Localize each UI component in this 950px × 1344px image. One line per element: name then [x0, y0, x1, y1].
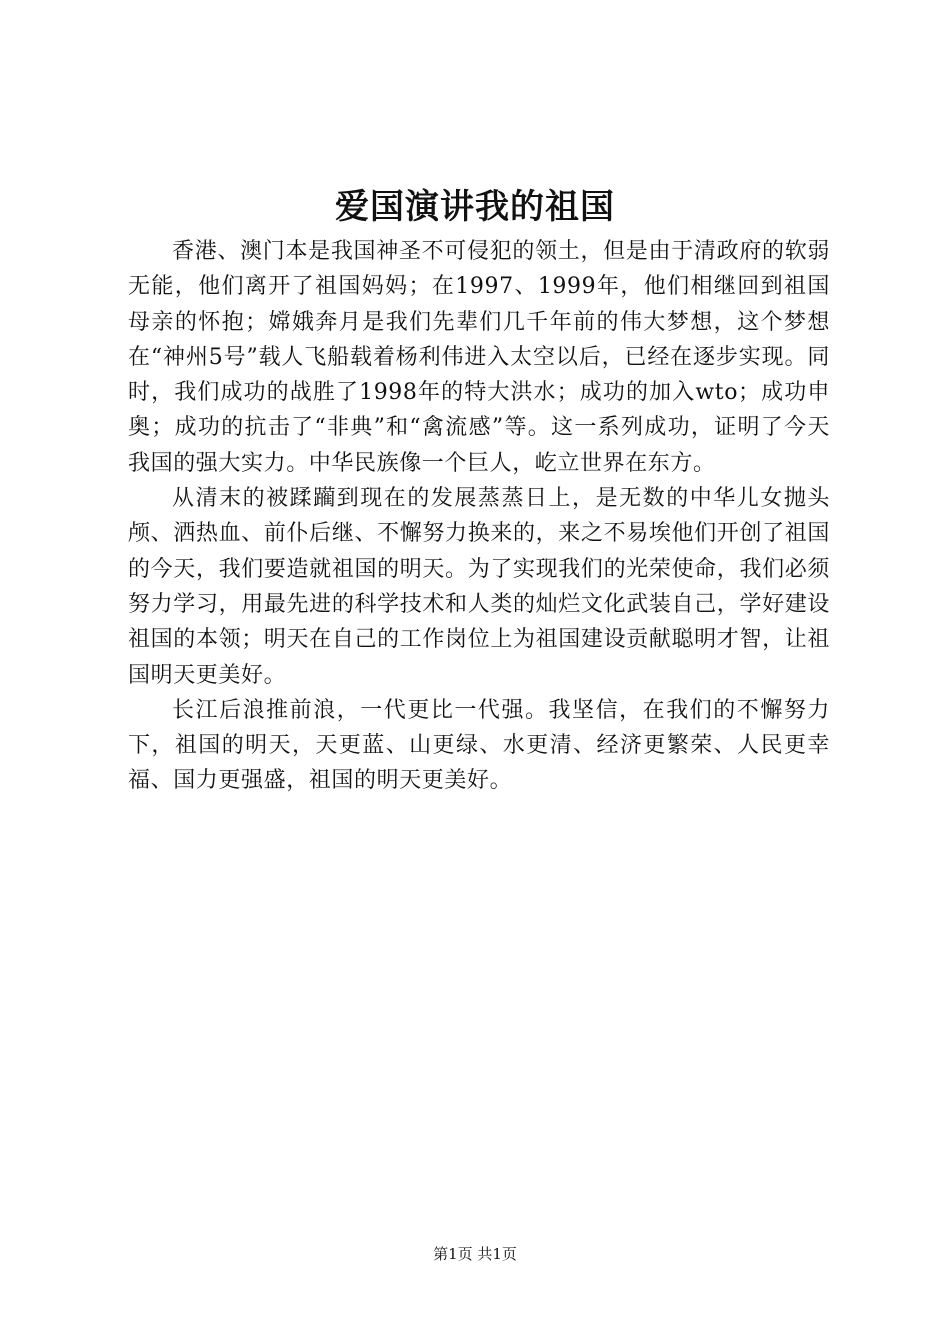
- paragraph-2: 从清末的被蹂躏到现在的发展蒸蒸日上，是无数的中华儿女抛头颅、洒热血、前仆后继、不懈努力换来的，来之不易埃他们开创了祖国的今天，我们要造就祖国的明天。为了实现我们的光荣使命，我们必须努力学习，用最先进的科学技术和人类的灿烂文化武装自己，学好建设祖国的本领；明天在自己的工作岗位上为祖国建设贡献聪明才智，让祖国明天更美好。: [128, 486, 830, 688]
- paragraph-3: 长江后浪推前浪，一代更比一代强。我坚信，在我们的不懈努力下，祖国的明天，天更蓝、山更绿、水更清、经济更繁荣、人民更幸福、国力更强盛，祖国的明天更美好。: [128, 697, 830, 794]
- document-title: 爱国演讲我的祖国: [335, 187, 615, 227]
- page-number-footer: 第1页 共1页: [433, 1245, 517, 1263]
- document-body: [128, 234, 830, 799]
- paragraph-1: 香港、澳门本是我国神圣不可侵犯的领土，但是由于清政府的软弱无能，他们离开了祖国妈妈；在1997、1999年，他们相继回到祖国母亲的怀抱；嫦娥奔月是我们先辈们几千年前的伟大梦想，这个梦想在“神州5号”载人飞船载着杨利伟进入太空以后，已经在逐步实现。同时，我们成功的战胜了1998年的特大洪水；成功的加入wto；成功申奥；成功的抗击了“非典”和“禽流感”等。这一系列成功，证明了今天我国的强大实力。中华民族像一个巨人，屹立世界在东方。: [128, 239, 830, 476]
